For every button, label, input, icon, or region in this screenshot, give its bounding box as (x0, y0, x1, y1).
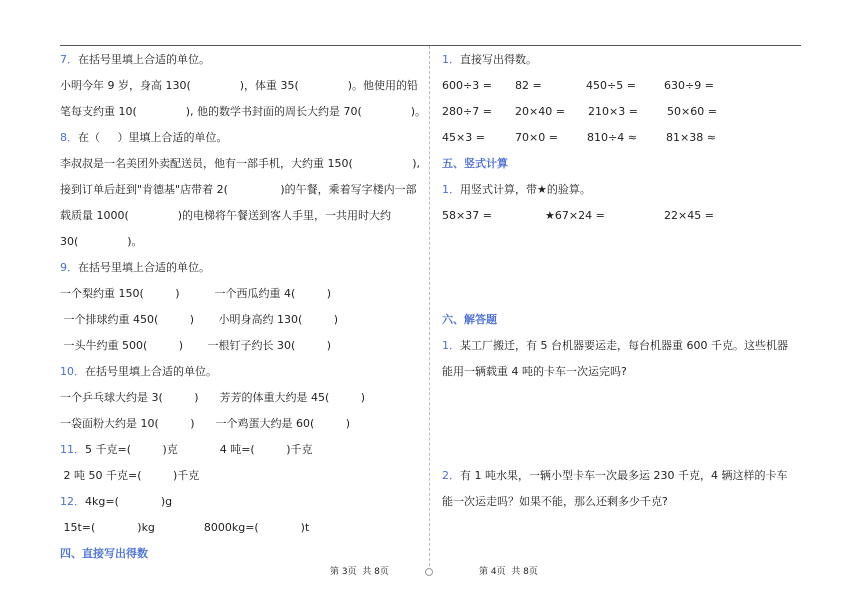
q9-instruction: 9．在括号里填上合适的单位。 (60, 261, 210, 274)
word-problem-2-line-2: 能一次运走吗？如果不能，那么还剩多少千克? (442, 495, 668, 508)
word-problem-1-line-2: 能用一辆载重 4 吨的卡车一次运完吗? (442, 365, 627, 378)
q7-line-2: 笔每支约重 10( ), 他的数学书封面的周长大约是 70( )。 (60, 105, 427, 118)
vertical-calc-item: 22×45 = (664, 209, 714, 222)
vertical-calc-instruction: 1．用竖式计算，带★的验算。 (442, 183, 591, 196)
q9-line-2: 一个排球约重 450( ) 小明身高约 130( ) (60, 313, 339, 326)
calc-item: 50×60 = (667, 105, 717, 118)
calc-item: 280÷7 = (442, 105, 492, 118)
calc-item: 210×3 = (588, 105, 638, 118)
q12-line-1: 12．4kg=( )g (60, 495, 173, 508)
calc-item: 20×40 = (515, 105, 565, 118)
word-problem-1-line-1: 1．某工厂搬迁，有 5 台机器要运走，每台机器重 600 千克。这些机器 (442, 339, 788, 352)
page-divider (429, 46, 430, 566)
page-number-left: 第 3页 共 8页 (330, 567, 389, 577)
q11-line-2: 2 吨 50 千克=( )千克 (60, 469, 200, 482)
section-4-heading: 四、直接写出得数 (60, 547, 148, 560)
q10-line-2: 一袋面粉大约是 10( ) 一个鸡蛋大约是 60( ) (60, 417, 351, 430)
section-6-heading: 六、解答题 (442, 313, 497, 326)
section-5-heading: 五、竖式计算 (442, 157, 508, 170)
q7-instruction: 7．在括号里填上合适的单位。 (60, 53, 210, 66)
q8-instruction: 8．在（ ）里填上合适的单位。 (60, 131, 228, 144)
q8-line-1: 李叔叔是一名美团外卖配送员，他有一部手机，大约重 150( ), (60, 157, 421, 170)
q9-line-3: 一头牛约重 500( ) 一根钉子约长 30( ) (60, 339, 332, 352)
q10-instruction: 10．在括号里填上合适的单位。 (60, 365, 217, 378)
q8-line-4: 30( )。 (60, 235, 143, 248)
word-problem-2-line-1: 2．有 1 吨水果，一辆小型卡车一次最多运 230 千克，4 辆这样的卡车 (442, 469, 788, 482)
top-rule (60, 45, 801, 46)
vertical-calc-item: 58×37 = (442, 209, 492, 222)
q7-line-1: 小明今年 9 岁，身高 130( )，体重 35( )。他使用的铅 (60, 79, 419, 92)
calc-item: 630÷9 = (664, 79, 714, 92)
q10-line-1: 一个乒乓球大约是 3( ) 芳芳的体重大约是 45( ) (60, 391, 366, 404)
calc-item: 82 = (515, 79, 542, 92)
calc-item: 70×0 = (515, 131, 558, 144)
q12-line-2: 15t=( )kg 8000kg=( )t (60, 521, 310, 534)
q8-line-3: 载质量 1000( )的电梯将午餐送到客人手里，一共用时大约 (60, 209, 392, 222)
vertical-calc-item: ★67×24 = (545, 209, 605, 222)
page-number-right: 第 4页 共 8页 (479, 567, 538, 577)
r-q1-instruction: 1．直接写出得数。 (442, 53, 537, 66)
calc-item: 450÷5 = (586, 79, 636, 92)
q9-line-1: 一个梨约重 150( ) 一个西瓜约重 4( ) (60, 287, 332, 300)
calc-item: 810÷4 ≈ (587, 131, 637, 144)
calc-item: 45×3 = (442, 131, 485, 144)
calc-item: 600÷3 = (442, 79, 492, 92)
calc-item: 81×38 ≈ (666, 131, 716, 144)
q11-line-1: 11．5 千克=( )克 4 吨=( )千克 (60, 443, 313, 456)
center-circle-icon (425, 568, 433, 576)
q8-line-2: 接到订单后赶到"肯德基"店带着 2( )的午餐，乘着写字楼内一部 (60, 183, 417, 196)
